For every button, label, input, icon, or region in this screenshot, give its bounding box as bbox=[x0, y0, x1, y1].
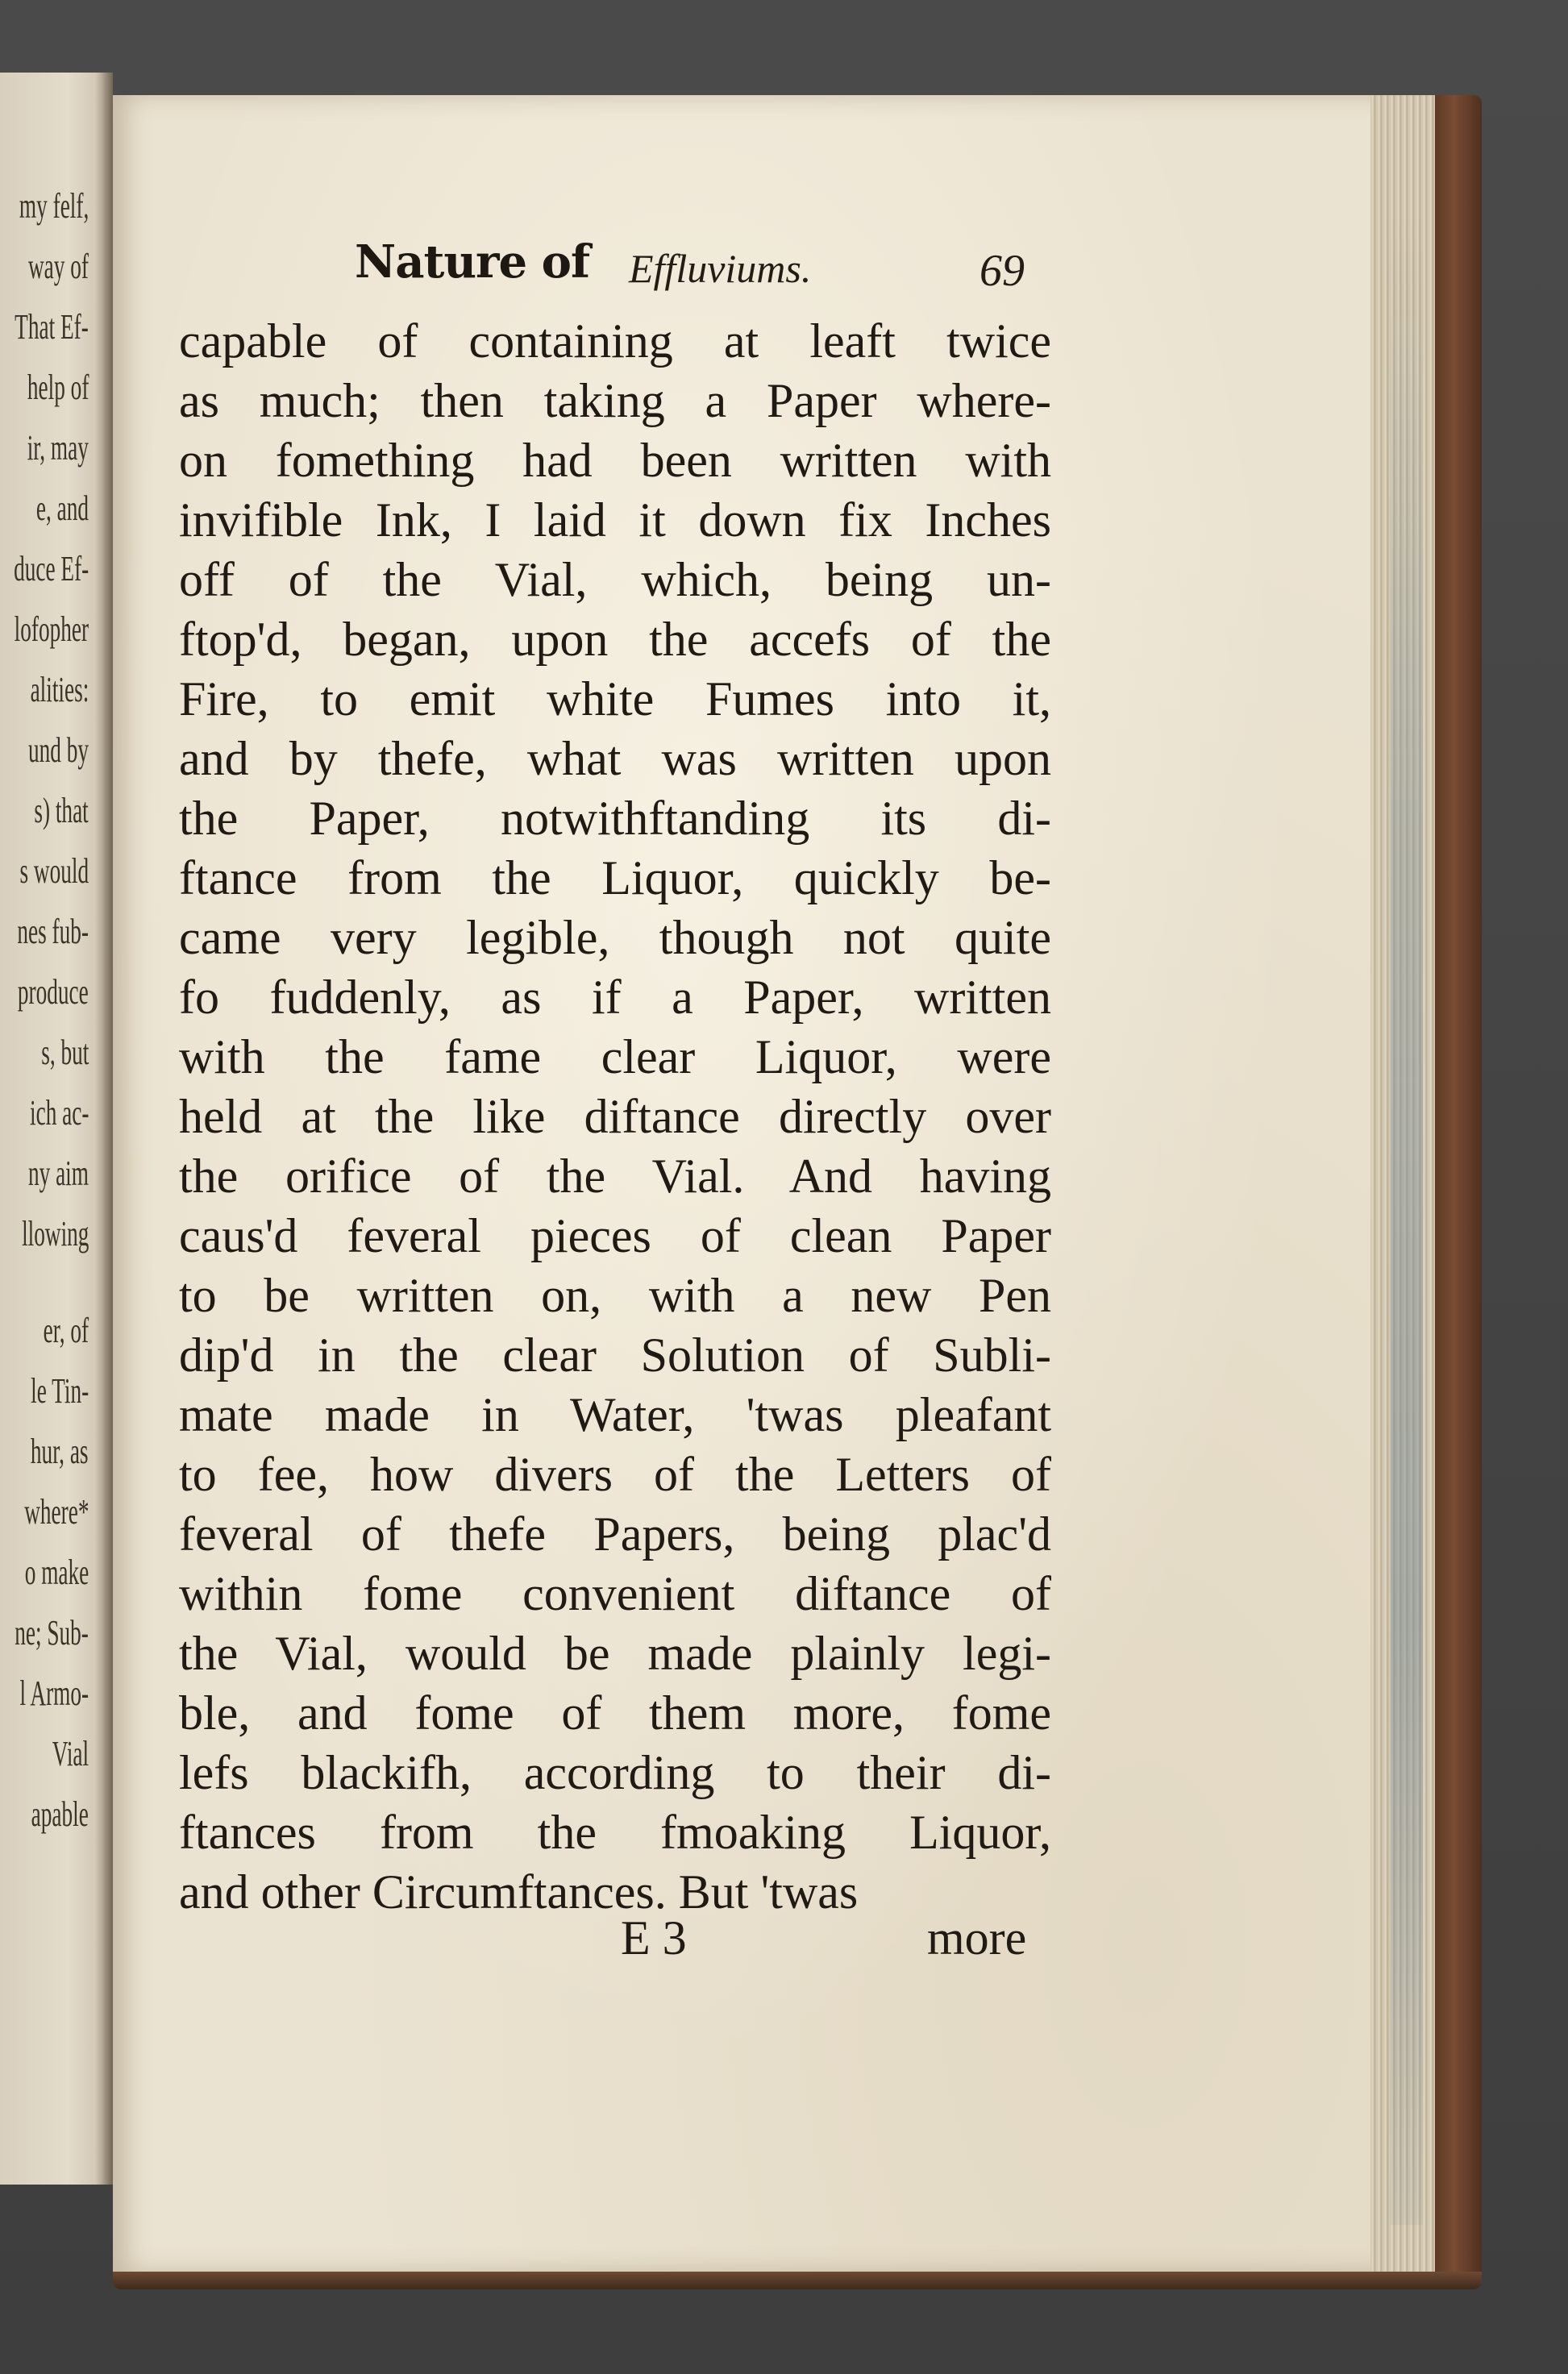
gutter-shadow bbox=[95, 73, 113, 2185]
facing-page-line: hur, as bbox=[31, 1432, 89, 1471]
text-line: and by thefe, what was written upon bbox=[179, 732, 1051, 785]
text-line: feveral of thefe Papers, being plac'd bbox=[179, 1507, 1051, 1561]
facing-page-line: s, but bbox=[40, 1033, 89, 1072]
text-line: Fire, to emit white Fumes into it, bbox=[179, 672, 1051, 726]
text-line: capable of containing at leaft twice bbox=[179, 314, 1051, 368]
facing-page-line: er, of bbox=[43, 1311, 89, 1350]
facing-page-line: produce bbox=[18, 972, 89, 1012]
facing-page-line: alities: bbox=[30, 670, 89, 709]
facing-page-line: o make bbox=[24, 1553, 89, 1592]
facing-page bbox=[0, 73, 113, 2185]
facing-page-line: l Armo- bbox=[19, 1673, 89, 1713]
text-line: fo fuddenly, as if a Paper, written bbox=[179, 971, 1051, 1024]
facing-page-line: Vial bbox=[52, 1734, 89, 1773]
text-line: the orifice of the Vial. And having bbox=[179, 1150, 1051, 1203]
facing-page-line: way of bbox=[27, 247, 89, 286]
text-line: to fee, how divers of the Letters of bbox=[179, 1448, 1051, 1501]
facing-page-line: e, and bbox=[35, 489, 89, 528]
fore-edge-tint bbox=[1391, 210, 1423, 2225]
facing-page-line: ir, may bbox=[27, 428, 89, 468]
text-line: came very legible, though not quite bbox=[179, 911, 1051, 964]
text-line: within fome convenient diftance of bbox=[179, 1567, 1051, 1620]
text-line: and other Circumftances. But 'twas bbox=[179, 1865, 859, 1919]
text-line: ftances from the fmoaking Liquor, bbox=[179, 1806, 1051, 1859]
text-line: invifible Ink, I laid it down fix Inches bbox=[179, 493, 1051, 547]
facing-page-line: nes fub- bbox=[17, 912, 89, 951]
text-line: mate made in Water, 'twas pleafant bbox=[179, 1388, 1051, 1441]
facing-page-line: ny aim bbox=[27, 1154, 89, 1193]
signature-mark: E 3 bbox=[621, 1911, 687, 1964]
facing-page-line: lofopher bbox=[14, 609, 89, 649]
facing-page-line: where* bbox=[23, 1492, 89, 1532]
text-line: ftop'd, began, upon the accefs of the bbox=[179, 613, 1051, 666]
facing-page-line: duce Ef- bbox=[13, 549, 89, 588]
text-line: caus'd feveral pieces of clean Paper bbox=[179, 1209, 1051, 1262]
text-line: with the fame clear Liquor, were bbox=[179, 1030, 1051, 1083]
text-line: the Vial, would be made plainly legi- bbox=[179, 1627, 1051, 1680]
text-line: to be written on, with a new Pen bbox=[179, 1269, 1051, 1322]
text-line: as much; then taking a Paper where- bbox=[179, 374, 1051, 427]
book-cover-edge bbox=[1435, 95, 1482, 2288]
text-line: dip'd in the clear Solution of Subli- bbox=[179, 1328, 1051, 1382]
text-line: on fomething had been written with bbox=[179, 434, 1051, 487]
facing-page-line: my felf, bbox=[19, 186, 89, 226]
facing-page-line: s would bbox=[19, 851, 89, 891]
facing-page-line: llowing bbox=[21, 1214, 89, 1254]
facing-page-line: le Tin- bbox=[30, 1371, 89, 1411]
facing-page-line: ich ac- bbox=[29, 1093, 89, 1133]
facing-page-line: apable bbox=[31, 1794, 89, 1834]
facing-page-line: s) that bbox=[34, 791, 89, 830]
text-line: ble, and fome of them more, fome bbox=[179, 1686, 1051, 1740]
text-line: off of the Vial, which, being un- bbox=[179, 553, 1051, 606]
facing-page-line: That Ef- bbox=[15, 307, 89, 347]
catchword: more bbox=[927, 1911, 1027, 1964]
text-line: lefs blackifh, according to their di- bbox=[179, 1746, 1051, 1799]
running-head-subject: Effluviums. bbox=[629, 246, 812, 291]
body-text bbox=[179, 311, 1051, 1922]
facing-page-line: und by bbox=[27, 730, 89, 770]
running-head-title: Nature of bbox=[355, 235, 590, 289]
text-line: the Paper, notwithftanding its di- bbox=[179, 792, 1051, 845]
page-number: 69 bbox=[979, 246, 1025, 296]
running-head bbox=[355, 235, 1048, 296]
text-line: ftance from the Liquor, quickly be- bbox=[179, 851, 1051, 904]
facing-page-line: help of bbox=[27, 368, 89, 407]
text-line: held at the like diftance directly over bbox=[179, 1090, 1051, 1143]
facing-page-line: ne; Sub- bbox=[15, 1613, 89, 1653]
book-cover-bottom bbox=[113, 2272, 1482, 2289]
